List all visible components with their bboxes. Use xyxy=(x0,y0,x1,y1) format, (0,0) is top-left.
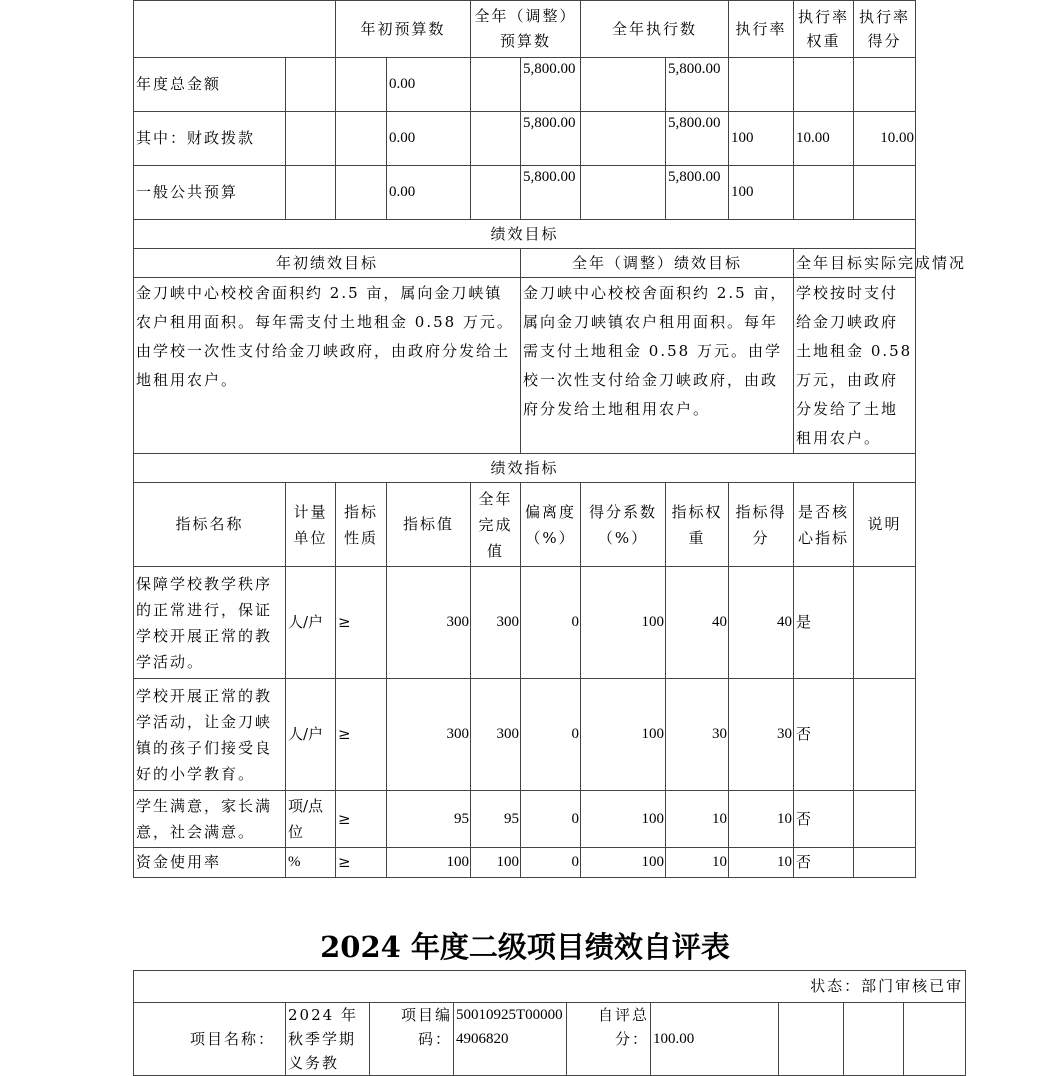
indicator-coef: 100 xyxy=(581,848,666,878)
executed-value: 5,800.00 xyxy=(666,58,729,112)
indicator-weight: 10 xyxy=(666,848,729,878)
blank-header-cell xyxy=(134,1,336,58)
score-value xyxy=(854,58,916,112)
rate-value: 100 xyxy=(729,112,794,166)
empty-cell xyxy=(779,1003,844,1076)
status-text: 状态：部门审核已审 xyxy=(134,971,966,1003)
indicator-name: 学生满意，家长满意，社会满意。 xyxy=(134,791,286,848)
indicator-target: 300 xyxy=(387,567,471,679)
header-target: 指标值 xyxy=(387,483,471,567)
indicator-name: 资金使用率 xyxy=(134,848,286,878)
indicator-actual: 300 xyxy=(471,679,521,791)
indicator-deviation: 0 xyxy=(521,679,581,791)
indicator-score: 10 xyxy=(729,791,794,848)
header-weight: 指标权重 xyxy=(666,483,729,567)
indicator-unit: 人/户 xyxy=(286,679,336,791)
empty-cell xyxy=(286,166,336,220)
indicator-deviation: 0 xyxy=(521,848,581,878)
empty-cell xyxy=(581,112,666,166)
project-info-row xyxy=(134,1003,966,1076)
empty-cell xyxy=(904,1003,966,1076)
initial-value: 0.00 xyxy=(387,58,471,112)
indicator-row xyxy=(134,567,916,679)
indicators-section-row xyxy=(134,454,916,483)
header-exec-rate-score: 执行率得分 xyxy=(854,1,916,58)
indicator-unit: 人/户 xyxy=(286,567,336,679)
indicator-deviation: 0 xyxy=(521,791,581,848)
initial-value: 0.00 xyxy=(387,112,471,166)
rate-value: 100 xyxy=(729,166,794,220)
project-name-value: 2024 年秋季学期义务教 xyxy=(286,1003,370,1076)
header-exec-rate: 执行率 xyxy=(729,1,794,58)
indicator-nature: ≥ xyxy=(336,567,387,679)
indicator-core: 否 xyxy=(794,848,854,878)
project-code-value: 50010925T000004906820 xyxy=(454,1003,567,1076)
self-score-value: 100.00 xyxy=(651,1003,779,1076)
budget-row-label: 年度总金额 xyxy=(134,58,286,112)
empty-cell xyxy=(471,166,521,220)
indicator-actual: 300 xyxy=(471,567,521,679)
indicator-row xyxy=(134,679,916,791)
executed-value: 5,800.00 xyxy=(666,166,729,220)
indicator-coef: 100 xyxy=(581,679,666,791)
header-indicator-name: 指标名称 xyxy=(134,483,286,567)
rate-value xyxy=(729,58,794,112)
indicator-name: 保障学校教学秩序的正常进行，保证学校开展正常的教学活动。 xyxy=(134,567,286,679)
adjusted-value: 5,800.00 xyxy=(521,58,581,112)
indicators-header-row xyxy=(134,483,916,567)
header-adjusted-goal: 全年（调整）绩效目标 xyxy=(521,249,794,278)
indicator-row xyxy=(134,848,916,878)
indicator-coef: 100 xyxy=(581,567,666,679)
budget-header-row xyxy=(134,1,916,58)
header-score: 指标得分 xyxy=(729,483,794,567)
project-name-label: 项目名称： xyxy=(134,1003,286,1076)
indicator-note xyxy=(854,567,916,679)
empty-cell xyxy=(471,112,521,166)
indicator-weight: 40 xyxy=(666,567,729,679)
header-actual-goal: 全年目标实际完成情况 xyxy=(794,249,916,278)
performance-table xyxy=(133,0,967,878)
goals-content-row xyxy=(134,278,916,454)
indicator-coef: 100 xyxy=(581,791,666,848)
header-executed: 全年执行数 xyxy=(581,1,729,58)
goals-section-title: 绩效目标 xyxy=(134,220,916,249)
indicator-row xyxy=(134,791,916,848)
empty-cell xyxy=(844,1003,904,1076)
header-core: 是否核心指标 xyxy=(794,483,854,567)
indicator-core: 否 xyxy=(794,679,854,791)
indicator-name: 学校开展正常的教学活动，让金刀峡镇的孩子们接受良好的小学教育。 xyxy=(134,679,286,791)
adjusted-value: 5,800.00 xyxy=(521,112,581,166)
header-adjusted-budget: 全年（调整）预算数 xyxy=(471,1,581,58)
initial-goal-text: 金刀峡中心校校舍面积约 2.5 亩，属向金刀峡镇农户租用面积。每年需支付土地租金 0.58 万元。由学校一次性支付给金刀峡政府，由政府分发给土地租用农户。 xyxy=(134,278,521,454)
empty-cell xyxy=(336,112,387,166)
empty-cell xyxy=(581,166,666,220)
empty-cell xyxy=(336,58,387,112)
indicator-target: 300 xyxy=(387,679,471,791)
adjusted-goal-text: 金刀峡中心校校舍面积约 2.5 亩，属向金刀峡镇农户租用面积。每年需支付土地租金 0.58 万元。由学校一次性支付给金刀峡政府，由政府分发给土地租用农户。 xyxy=(521,278,794,454)
header-nature: 指标性质 xyxy=(336,483,387,567)
header-deviation: 偏离度（%） xyxy=(521,483,581,567)
initial-value: 0.00 xyxy=(387,166,471,220)
indicator-core: 是 xyxy=(794,567,854,679)
empty-cell xyxy=(336,166,387,220)
budget-row xyxy=(134,58,916,112)
indicator-score: 30 xyxy=(729,679,794,791)
goals-section-row xyxy=(134,220,916,249)
indicators-section-title: 绩效指标 xyxy=(134,454,916,483)
indicator-nature: ≥ xyxy=(336,679,387,791)
indicator-actual: 95 xyxy=(471,791,521,848)
header-coef: 得分系数（%） xyxy=(581,483,666,567)
weight-value xyxy=(794,58,854,112)
header-actual: 全年完成值 xyxy=(471,483,521,567)
weight-value xyxy=(794,166,854,220)
indicator-note xyxy=(854,791,916,848)
second-form-table xyxy=(133,970,966,1076)
form-title: 2024 年度二级项目绩效自评表 xyxy=(320,930,730,964)
actual-goal-text: 学校按时支付给金刀峡政府土地租金 0.58 万元，由政府分发给了土地租用农户。 xyxy=(794,278,916,454)
adjusted-value: 5,800.00 xyxy=(521,166,581,220)
indicator-score: 10 xyxy=(729,848,794,878)
budget-row-label: 其中：财政拨款 xyxy=(134,112,286,166)
indicator-weight: 10 xyxy=(666,791,729,848)
executed-value: 5,800.00 xyxy=(666,112,729,166)
header-initial-goal: 年初绩效目标 xyxy=(134,249,521,278)
empty-cell xyxy=(581,58,666,112)
header-initial-budget: 年初预算数 xyxy=(336,1,471,58)
empty-cell xyxy=(286,58,336,112)
indicator-nature: ≥ xyxy=(336,848,387,878)
self-score-label: 自评总分： xyxy=(567,1003,651,1076)
header-exec-rate-weight: 执行率权重 xyxy=(794,1,854,58)
header-note: 说明 xyxy=(854,483,916,567)
indicator-unit: % xyxy=(286,848,336,878)
status-row xyxy=(134,971,966,1003)
indicator-deviation: 0 xyxy=(521,567,581,679)
score-value: 10.00 xyxy=(854,112,916,166)
budget-row xyxy=(134,166,916,220)
score-value xyxy=(854,166,916,220)
weight-value: 10.00 xyxy=(794,112,854,166)
indicator-core: 否 xyxy=(794,791,854,848)
empty-cell xyxy=(471,58,521,112)
indicator-unit: 项/点位 xyxy=(286,791,336,848)
indicator-score: 40 xyxy=(729,567,794,679)
indicator-target: 95 xyxy=(387,791,471,848)
empty-cell xyxy=(286,112,336,166)
indicator-note xyxy=(854,848,916,878)
indicator-target: 100 xyxy=(387,848,471,878)
budget-row xyxy=(134,112,916,166)
goals-header-row xyxy=(134,249,916,278)
indicator-actual: 100 xyxy=(471,848,521,878)
project-code-label: 项目编码： xyxy=(370,1003,454,1076)
indicator-weight: 30 xyxy=(666,679,729,791)
budget-row-label: 一般公共预算 xyxy=(134,166,286,220)
indicator-nature: ≥ xyxy=(336,791,387,848)
header-unit: 计量单位 xyxy=(286,483,336,567)
indicator-note xyxy=(854,679,916,791)
